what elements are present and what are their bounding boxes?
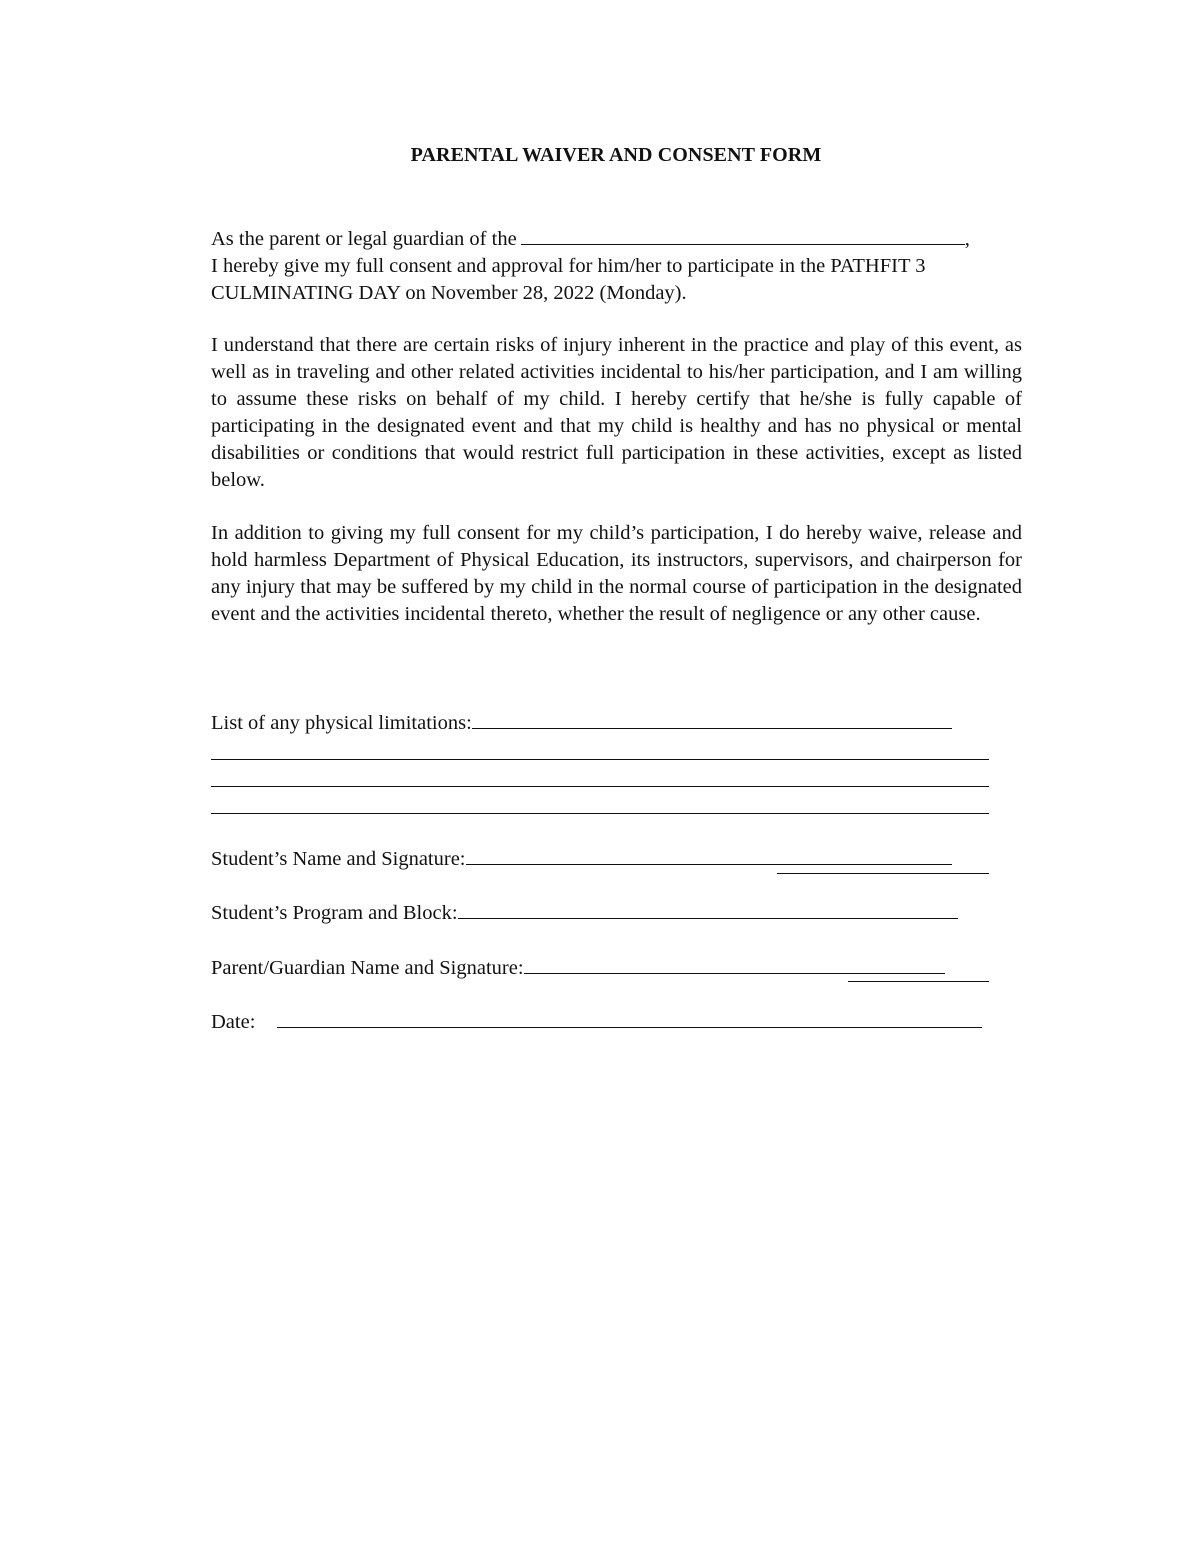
- student-name-field: [211, 846, 952, 873]
- student-signature-line[interactable]: [777, 873, 989, 874]
- date-line[interactable]: [277, 1009, 982, 1028]
- date-label: Date:: [211, 1011, 256, 1033]
- student-name-label: Student’s Name and Signature:: [211, 848, 466, 870]
- program-block-field: [211, 900, 958, 927]
- form-title: PARENTAL WAIVER AND CONSENT FORM: [410, 144, 822, 166]
- limitations-line-3[interactable]: [211, 786, 989, 787]
- date-field: [211, 1009, 982, 1036]
- student-name-line[interactable]: [466, 846, 952, 865]
- limitations-label: List of any physical limitations:: [211, 712, 472, 734]
- intro-first-line: [211, 224, 1022, 253]
- intro-paragraph: [211, 224, 1022, 307]
- parent-signature-line[interactable]: [848, 981, 989, 982]
- intro-prefix-text: As the parent or legal guardian of the: [211, 228, 517, 250]
- parent-name-field: [211, 955, 945, 982]
- limitations-field: [211, 710, 952, 737]
- intro-rest-text: I hereby give my full consent and approval for him/her to participate in the PATHFIT 3 CULMINATING DAY on November 28, 2022 (Monday).: [211, 255, 926, 304]
- program-block-label: Student’s Program and Block:: [211, 902, 458, 924]
- intro-comma: ,: [964, 228, 970, 250]
- waiver-paragraph: In addition to giving my full consent for my child’s participation, I do hereby waive, release and hold harmless Department of Physical Education, its instructors, supervisors, and chairperson for any injury that may be suffered by my child in the normal course of participation in the designated event and the activities incidental thereto, whether the result of negligence or any other cause.: [211, 522, 1022, 625]
- program-block-line[interactable]: [458, 900, 958, 919]
- child-name-blank[interactable]: [521, 224, 965, 245]
- limitations-line-2[interactable]: [211, 759, 989, 760]
- parent-name-line[interactable]: [524, 955, 945, 974]
- limitations-line-1[interactable]: [472, 710, 952, 729]
- risks-paragraph: I understand that there are certain risks of injury inherent in the practice and play of this event, as well as in traveling and other related activities incidental to his/her participation, and I am willing to assume these risks on behalf of my child. I hereby certify that he/she is fully capable of participating in the designated event and that my child is healthy and has no physical or mental disabilities or conditions that would restrict full participation in these activities, except as listed below.: [211, 334, 1022, 491]
- parent-name-label: Parent/Guardian Name and Signature:: [211, 957, 524, 979]
- limitations-line-4[interactable]: [211, 813, 989, 814]
